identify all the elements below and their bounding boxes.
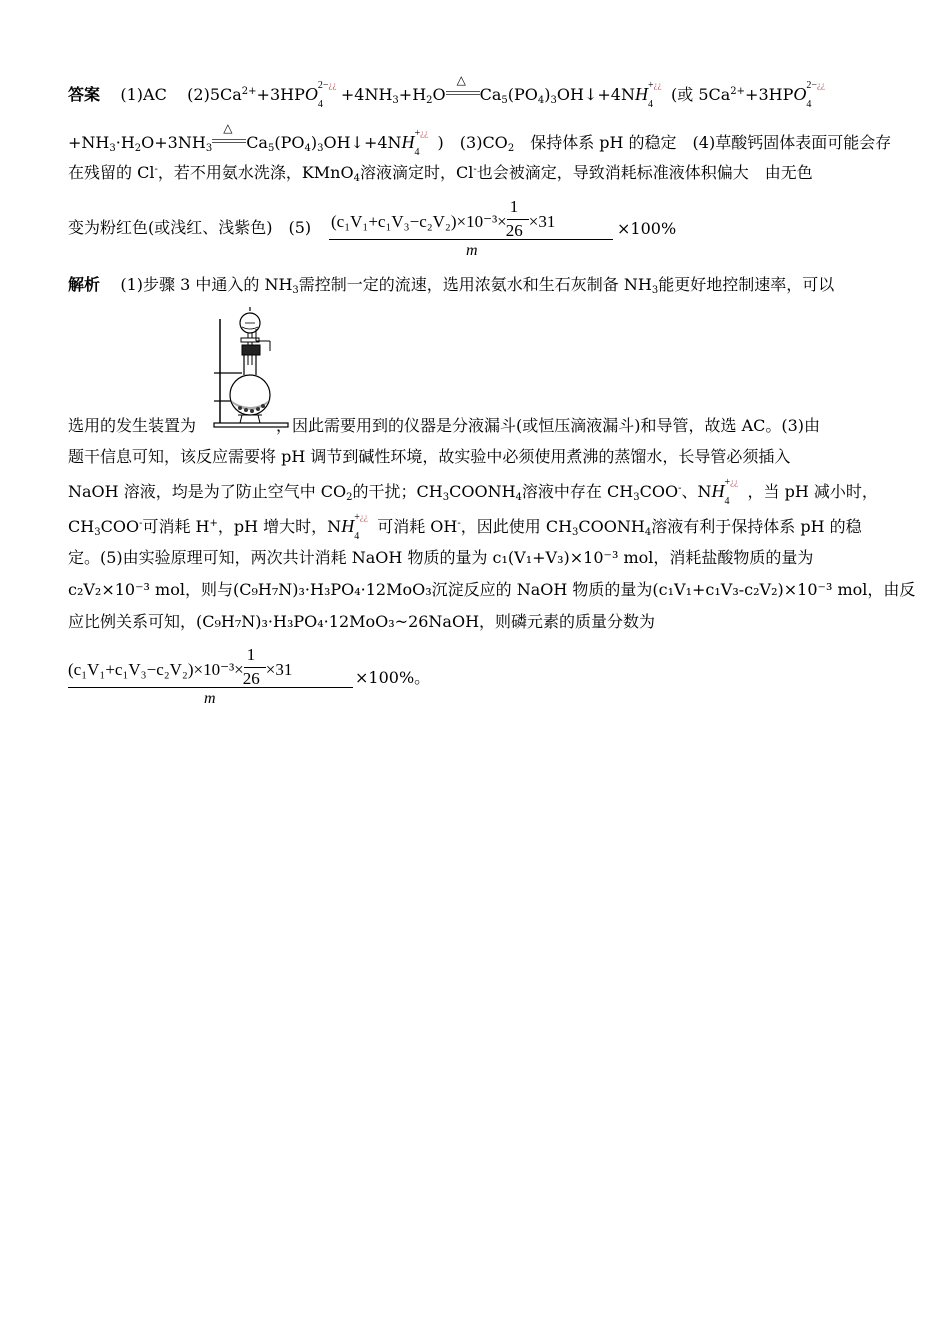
answer-text: (PO [507,85,538,104]
superscript: - [473,164,477,175]
artifact-marks: ¿¿ [816,80,825,90]
artifact-marks: ¿¿ [420,128,429,138]
superscript: - [457,518,461,529]
subscript: 4 [353,173,360,184]
analysis-text: ，当 pH 减小时， [747,482,878,501]
analysis-text: ，因此使用 CH [460,517,573,536]
ion-charge [724,472,738,493]
answer-line-3 [68,163,813,183]
charge: 2− [806,80,817,91]
phosphate-ion [304,80,341,110]
answer-text: O [432,85,446,104]
heating-equals-sign [212,121,246,146]
answer-text: 保持体系 pH 的稳定 (4)草酸钙固体表面可能会存 [514,133,892,152]
subscript: 4 [515,492,522,503]
answer-text: 也会被滴定，导致消耗标准液体积偏大 由无色 [476,163,813,182]
answer-line-1 [68,73,829,110]
fraction-denominator: m [466,242,478,259]
answer-text: 在残留的 Cl [68,163,155,182]
subscript: 3 [442,492,450,503]
ion-subscript: 4 [317,99,323,110]
analysis-text: ，pH 增大时，N [217,517,342,536]
numerator-text: (c₁V₁+c₁V₃−c₂V₂)×10⁻³× [331,212,507,231]
answer-text: +NH [68,133,110,152]
analysis-text: 可消耗 H [142,517,210,536]
analysis-text: 、N [681,482,712,501]
answer-text: ) [310,133,318,152]
small-denominator: 26 [242,669,260,688]
superscript: - [154,164,158,175]
small-denominator: 26 [505,221,523,240]
subscript: 2 [426,95,433,106]
subscript: 2 [507,143,515,154]
superscript: - [139,518,143,529]
answer-part1: (1)AC [120,85,167,104]
heating-equals-sign [446,73,480,98]
double-bar [212,139,246,143]
ion-charge [648,75,662,96]
analysis-line-8 [68,612,655,632]
subscript: 3 [651,285,659,296]
artifact-marks: ¿¿ [359,512,368,522]
fraction-denominator: m [204,690,216,707]
analysis-line-4 [68,477,878,507]
ion-letter: H [634,84,648,104]
analysis-label: 解析 [68,275,101,294]
subscript: 3 [292,285,299,296]
analysis-text: CH [68,517,95,536]
small-numerator: 1 [509,197,519,216]
analysis-text: 溶液有利于保持体系 pH 的稳 [651,517,862,536]
subscript: 3 [205,143,213,154]
answer-text: +3HP [256,85,305,104]
answer-text: +H [398,85,427,104]
analysis-text: NaOH 溶液，均是为了防止空气中 CO [68,482,347,501]
mass-fraction-formula-1 [329,196,619,262]
charge: + [647,80,654,91]
ion-letter: H [401,132,415,152]
ion-subscript: 4 [414,147,420,158]
answer-text: (或 5Ca [670,85,731,104]
analysis-line-2 [68,416,820,436]
ion-subscript: 4 [647,99,653,110]
subscript: 2 [346,492,353,503]
subscript: 5 [267,143,275,154]
one-over-26 [505,197,529,241]
subscript: 3 [392,95,399,106]
answer-text: ，若不用氨水洗涤，KMnO [157,163,354,182]
analysis-line-3 [68,447,790,467]
ammonium-ion [634,80,671,110]
ammonium-ion [401,128,438,158]
delta-symbol: △ [223,121,233,135]
charge: 2− [317,80,329,91]
answer-label: 答案 [68,85,101,104]
answer-text: OH↓+4N [323,133,402,152]
answer-text: O+3NH [141,133,206,152]
ion-charge [354,507,368,528]
analysis-text: c₂V₂×10⁻³ mol，则与(C₉H₇N)₃·H₃PO₄·12MoO₃沉淀反应的 NaOH 物质的量为(c₁V₁+c₁V₃-c₂V₂)×10⁻³ mol，由反 [68,580,916,599]
subscript: 2 [134,143,142,154]
ion-letter: O [793,84,807,104]
superscript: + [209,518,218,529]
analysis-text: COO [639,482,679,501]
numerator-text: (c₁V₁+c₁V₃−c₂V₂)×10⁻³× [68,660,244,679]
percent-suffix: ×100% [617,219,677,238]
charge: + [724,477,731,488]
numerator-text: ×31 [528,212,556,231]
ammonium-ion [341,512,377,542]
answer-text: OH↓+4N [556,85,635,104]
percent-suffix: ×100%。 [355,668,431,687]
analysis-text: COONH [578,517,645,536]
small-numerator: 1 [246,645,256,664]
fraction-numerator [331,197,556,241]
answer-text: Ca [246,133,268,152]
ion-subscript: 4 [354,531,360,542]
charge: + [414,128,421,139]
analysis-text: 可消耗 OH [377,517,458,536]
double-bar [446,91,480,95]
analysis-text: COONH [449,482,516,501]
small-fraction-bar [244,667,266,668]
analysis-text: 需控制一定的流速，选用浓氨水和生石灰制备 NH [298,275,652,294]
one-over-26 [242,645,266,689]
answer-text: ) [544,85,551,104]
answer-text: +3HP [745,85,794,104]
analysis-text: 选用的发生装置为 [68,416,197,435]
analysis-text: 溶液中存在 CH [521,482,634,501]
ion-subscript: 4 [724,496,730,507]
subscript: 4 [304,143,311,154]
ion-letter: H [711,481,725,501]
analysis-line-7 [68,580,915,600]
subscript: 4 [644,527,652,538]
answer-text: (PO [274,133,305,152]
answer-text: ) (3)CO [437,133,508,152]
answer-text: 溶液滴定时，Cl [359,163,474,182]
ion-subscript: 4 [806,99,812,110]
small-fraction-bar [507,219,529,220]
subscript: 3 [550,95,557,106]
analysis-text: 能更好地控制速率，可以 [658,275,835,294]
superscript: 2+ [241,86,257,97]
analysis-text: (1)步骤 3 中通入的 NH [120,275,293,294]
artifact-marks: ¿¿ [730,477,739,487]
gas-generation-apparatus-image [212,305,292,433]
ion-letter: O [304,84,318,104]
artifact-marks: ¿¿ [328,80,337,90]
ion-charge [318,75,337,96]
superscript: 2+ [730,86,746,97]
fraction-bar [68,687,353,688]
answer-text: (2)5Ca [187,85,242,104]
subscript: 3 [94,527,101,538]
delta-symbol: △ [456,73,466,87]
subscript: 3 [572,527,579,538]
superscript: - [678,483,682,494]
ion-charge [415,123,429,144]
analysis-text: 定。(5)由实验原理可知，两次共计消耗 NaOH 物质的量为 c₁(V₁+V₃)×10⁻³ mol，消耗盐酸物质的量为 [68,548,814,567]
answer-text: ·H [115,133,135,152]
analysis-line-5 [68,512,862,542]
fraction-bar [329,239,613,240]
answer-text: +4NH [340,85,393,104]
analysis-line-1 [68,275,834,295]
analysis-line-6 [68,548,813,568]
subscript: 3 [109,143,116,154]
answer-line-4 [68,218,311,238]
phosphate-ion [793,80,829,110]
answer-text: Ca [479,85,502,104]
ion-charge [806,75,825,96]
ion-letter: H [341,516,355,536]
ammonium-ion [711,477,747,507]
analysis-text: 应比例关系可知，(C₉H₇N)₃·H₃PO₄·12MoO₃~26NaOH，则磷元素的质量分数为 [68,612,656,631]
artifact-marks: ¿¿ [653,80,662,90]
analysis-text: ，因此需要用到的仪器是分液漏斗(或恒压滴液漏斗)和导管，故选 AC。(3)由 [276,416,821,435]
subscript: 3 [317,143,324,154]
fraction-numerator [68,645,293,689]
subscript: 3 [633,492,640,503]
numerator-text: ×31 [265,660,293,679]
analysis-text: 的干扰；CH [352,482,443,501]
subscript: 5 [501,95,508,106]
answer-line-2 [68,121,892,158]
answer-text: 变为粉红色(或浅红、浅紫色) (5) [68,218,312,237]
analysis-text: 题干信息可知，该反应需要将 pH 调节到碱性环境，故实验中必须使用煮沸的蒸馏水，长导管必须插入 [68,447,791,466]
mass-fraction-formula-2 [68,643,358,713]
charge: + [354,512,360,523]
subscript: 4 [537,95,545,106]
analysis-text: COO [100,517,140,536]
